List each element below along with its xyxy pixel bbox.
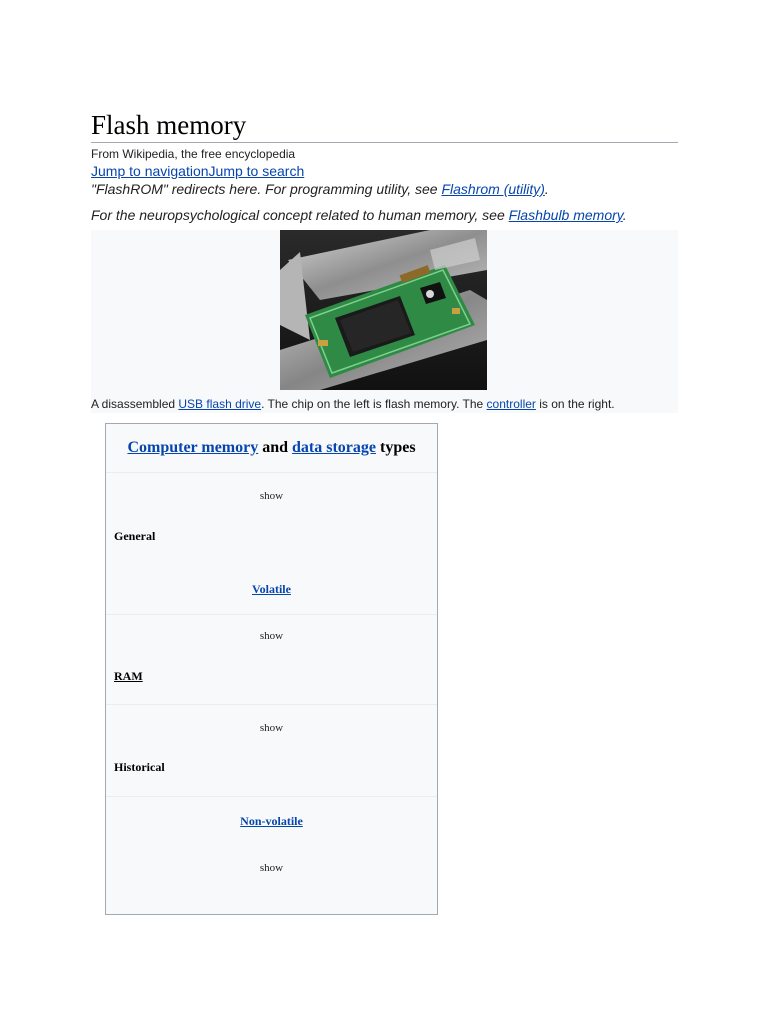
navbox-memory-types (105, 423, 438, 915)
navbox-title-and: and (258, 439, 293, 456)
show-toggle-general[interactable]: show (259, 490, 284, 502)
site-tagline: From Wikipedia, the free encyclopedia (91, 147, 296, 161)
navbox-divider (106, 796, 437, 797)
show-toggle-ram[interactable]: show (259, 630, 284, 642)
show-toggle-historical[interactable]: show (259, 722, 284, 734)
jump-to-search-link[interactable]: Jump to search (208, 163, 305, 179)
navbox-title-suffix: types (376, 439, 416, 456)
figure-caption (91, 397, 615, 412)
hatnote-period: . (622, 207, 627, 223)
usb-flash-drive-link[interactable]: USB flash drive (178, 397, 262, 411)
navbox-divider (106, 472, 437, 473)
hatnote-period: . (544, 181, 549, 197)
hatnote-flashrom (91, 180, 549, 198)
computer-memory-link[interactable]: Computer memory (127, 439, 259, 456)
flashrom-utility-link[interactable]: Flashrom (utility) (441, 181, 545, 197)
navbox-divider (106, 614, 437, 615)
ram-link[interactable]: RAM (114, 669, 143, 683)
usb-drive-illustration (280, 230, 487, 390)
non-volatile-link[interactable]: Non-volatile (240, 814, 303, 828)
usb-flash-drive-photo[interactable] (280, 230, 487, 390)
figure-thumbnail (91, 230, 678, 413)
controller-link[interactable]: controller (486, 397, 536, 411)
hatnote-text: For the neuropsychological concept related to human memory, see (91, 207, 509, 223)
page-title: Flash memory (91, 108, 678, 143)
navbox-group-general: General (114, 529, 156, 543)
show-toggle-non-volatile[interactable]: show (259, 862, 284, 874)
jump-links (91, 162, 304, 180)
navbox-divider (106, 704, 437, 705)
volatile-link[interactable]: Volatile (252, 582, 291, 596)
navbox-group-historical: Historical (114, 760, 165, 774)
hatnote-flashbulb (91, 206, 627, 224)
caption-text: . The chip on the left is flash memory. The (261, 397, 487, 411)
jump-to-navigation-link[interactable]: Jump to navigation (91, 163, 209, 179)
flashbulb-memory-link[interactable]: Flashbulb memory (508, 207, 623, 223)
caption-text: A disassembled (91, 397, 179, 411)
navbox-title (106, 424, 437, 472)
caption-text: is on the right. (535, 397, 615, 411)
hatnote-text: "FlashROM" redirects here. For programming utility, see (91, 181, 442, 197)
data-storage-link[interactable]: data storage (292, 439, 376, 456)
